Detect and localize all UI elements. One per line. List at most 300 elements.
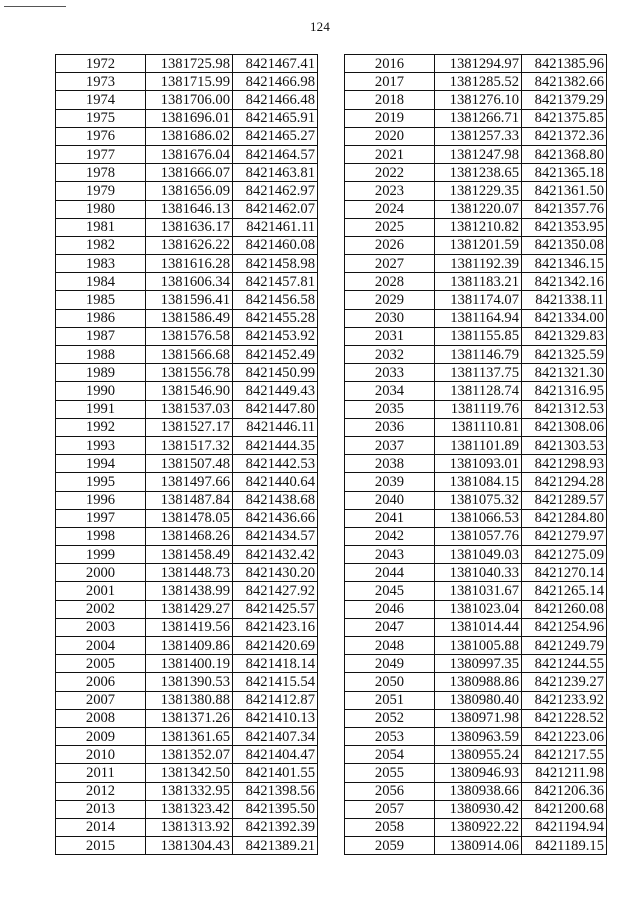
coordinates-table-left-body — [56, 55, 318, 855]
x-coordinate-cell: 1380914.06 — [435, 837, 522, 855]
point-number-cell: 2000 — [56, 564, 146, 582]
x-coordinate-cell: 1381119.76 — [435, 400, 522, 418]
table-row — [56, 127, 318, 145]
y-coordinate-cell: 8421452.49 — [233, 346, 318, 364]
x-coordinate-cell: 1380997.35 — [435, 655, 522, 673]
point-number-cell: 2048 — [345, 637, 435, 655]
y-coordinate-cell: 8421239.27 — [522, 673, 607, 691]
point-number-cell: 2041 — [345, 509, 435, 527]
x-coordinate-cell: 1381527.17 — [146, 418, 233, 436]
table-row — [56, 55, 318, 73]
y-coordinate-cell: 8421463.81 — [233, 164, 318, 182]
y-coordinate-cell: 8421244.55 — [522, 655, 607, 673]
point-number-cell: 2024 — [345, 200, 435, 218]
x-coordinate-cell: 1381636.17 — [146, 218, 233, 236]
y-coordinate-cell: 8421338.11 — [522, 291, 607, 309]
y-coordinate-cell: 8421353.95 — [522, 218, 607, 236]
point-number-cell: 2039 — [345, 473, 435, 491]
point-number-cell: 2058 — [345, 818, 435, 836]
y-coordinate-cell: 8421449.43 — [233, 382, 318, 400]
point-number-cell: 1986 — [56, 309, 146, 327]
point-number-cell: 2054 — [345, 746, 435, 764]
x-coordinate-cell: 1381057.76 — [435, 527, 522, 545]
x-coordinate-cell: 1381626.22 — [146, 236, 233, 254]
y-coordinate-cell: 8421346.15 — [522, 255, 607, 273]
table-row — [56, 600, 318, 618]
y-coordinate-cell: 8421275.09 — [522, 546, 607, 564]
x-coordinate-cell: 1380963.59 — [435, 727, 522, 745]
y-coordinate-cell: 8421206.36 — [522, 782, 607, 800]
table-row — [345, 327, 607, 345]
point-number-cell: 2023 — [345, 182, 435, 200]
table-row — [56, 455, 318, 473]
y-coordinate-cell: 8421350.08 — [522, 236, 607, 254]
y-coordinate-cell: 8421462.97 — [233, 182, 318, 200]
point-number-cell: 2034 — [345, 382, 435, 400]
page-number: 124 — [309, 19, 331, 34]
point-number-cell: 1997 — [56, 509, 146, 527]
table-row — [345, 91, 607, 109]
y-coordinate-cell: 8421444.35 — [233, 436, 318, 454]
y-coordinate-cell: 8421303.53 — [522, 436, 607, 454]
x-coordinate-cell: 1380930.42 — [435, 800, 522, 818]
x-coordinate-cell: 1381497.66 — [146, 473, 233, 491]
table-row — [56, 837, 318, 855]
point-number-cell: 2052 — [345, 709, 435, 727]
table-row — [345, 509, 607, 527]
point-number-cell: 1993 — [56, 436, 146, 454]
y-coordinate-cell: 8421265.14 — [522, 582, 607, 600]
y-coordinate-cell: 8421342.16 — [522, 273, 607, 291]
table-row — [56, 637, 318, 655]
table-row — [56, 782, 318, 800]
coordinates-table-right — [344, 54, 607, 855]
y-coordinate-cell: 8421404.47 — [233, 746, 318, 764]
x-coordinate-cell: 1380955.24 — [435, 746, 522, 764]
y-coordinate-cell: 8421194.94 — [522, 818, 607, 836]
y-coordinate-cell: 8421200.68 — [522, 800, 607, 818]
y-coordinate-cell: 8421455.28 — [233, 309, 318, 327]
x-coordinate-cell: 1381201.59 — [435, 236, 522, 254]
x-coordinate-cell: 1381478.05 — [146, 509, 233, 527]
table-row — [56, 218, 318, 236]
table-row — [345, 382, 607, 400]
y-coordinate-cell: 8421465.91 — [233, 109, 318, 127]
table-row — [345, 655, 607, 673]
y-coordinate-cell: 8421425.57 — [233, 600, 318, 618]
y-coordinate-cell: 8421430.20 — [233, 564, 318, 582]
point-number-cell: 2057 — [345, 800, 435, 818]
x-coordinate-cell: 1381696.01 — [146, 109, 233, 127]
y-coordinate-cell: 8421316.95 — [522, 382, 607, 400]
y-coordinate-cell: 8421453.92 — [233, 327, 318, 345]
table-row — [345, 800, 607, 818]
point-number-cell: 2056 — [345, 782, 435, 800]
x-coordinate-cell: 1381075.32 — [435, 491, 522, 509]
table-row — [56, 273, 318, 291]
x-coordinate-cell: 1381556.78 — [146, 364, 233, 382]
table-row — [345, 164, 607, 182]
point-number-cell: 2016 — [345, 55, 435, 73]
x-coordinate-cell: 1381725.98 — [146, 55, 233, 73]
point-number-cell: 2026 — [345, 236, 435, 254]
y-coordinate-cell: 8421284.80 — [522, 509, 607, 527]
y-coordinate-cell: 8421379.29 — [522, 91, 607, 109]
x-coordinate-cell: 1381093.01 — [435, 455, 522, 473]
x-coordinate-cell: 1380971.98 — [435, 709, 522, 727]
point-number-cell: 2015 — [56, 837, 146, 855]
y-coordinate-cell: 8421365.18 — [522, 164, 607, 182]
x-coordinate-cell: 1380980.40 — [435, 691, 522, 709]
table-row — [56, 764, 318, 782]
point-number-cell: 1991 — [56, 400, 146, 418]
y-coordinate-cell: 8421294.28 — [522, 473, 607, 491]
point-number-cell: 1989 — [56, 364, 146, 382]
x-coordinate-cell: 1381380.88 — [146, 691, 233, 709]
x-coordinate-cell: 1381110.81 — [435, 418, 522, 436]
header-rule — [4, 6, 66, 7]
table-row — [56, 727, 318, 745]
table-row — [345, 727, 607, 745]
y-coordinate-cell: 8421450.99 — [233, 364, 318, 382]
x-coordinate-cell: 1381517.32 — [146, 436, 233, 454]
point-number-cell: 1998 — [56, 527, 146, 545]
point-number-cell: 2003 — [56, 618, 146, 636]
x-coordinate-cell: 1381656.09 — [146, 182, 233, 200]
x-coordinate-cell: 1381409.86 — [146, 637, 233, 655]
table-row — [345, 709, 607, 727]
x-coordinate-cell: 1381332.95 — [146, 782, 233, 800]
point-number-cell: 1994 — [56, 455, 146, 473]
x-coordinate-cell: 1381049.03 — [435, 546, 522, 564]
x-coordinate-cell: 1381183.21 — [435, 273, 522, 291]
table-row — [345, 236, 607, 254]
point-number-cell: 2029 — [345, 291, 435, 309]
x-coordinate-cell: 1381023.04 — [435, 600, 522, 618]
x-coordinate-cell: 1381546.90 — [146, 382, 233, 400]
x-coordinate-cell: 1381210.82 — [435, 218, 522, 236]
table-row — [345, 600, 607, 618]
x-coordinate-cell: 1381458.49 — [146, 546, 233, 564]
x-coordinate-cell: 1381247.98 — [435, 145, 522, 163]
table-row — [56, 800, 318, 818]
table-row — [345, 218, 607, 236]
table-row — [345, 782, 607, 800]
table-row — [345, 127, 607, 145]
point-number-cell: 2018 — [345, 91, 435, 109]
point-number-cell: 2050 — [345, 673, 435, 691]
x-coordinate-cell: 1381448.73 — [146, 564, 233, 582]
x-coordinate-cell: 1381323.42 — [146, 800, 233, 818]
y-coordinate-cell: 8421228.52 — [522, 709, 607, 727]
table-row — [345, 182, 607, 200]
x-coordinate-cell: 1381352.07 — [146, 746, 233, 764]
point-number-cell: 1975 — [56, 109, 146, 127]
table-row — [345, 109, 607, 127]
y-coordinate-cell: 8421375.85 — [522, 109, 607, 127]
y-coordinate-cell: 8421372.36 — [522, 127, 607, 145]
table-row — [56, 509, 318, 527]
point-number-cell: 2043 — [345, 546, 435, 564]
y-coordinate-cell: 8421436.66 — [233, 509, 318, 527]
table-row — [345, 436, 607, 454]
point-number-cell: 1982 — [56, 236, 146, 254]
table-row — [56, 255, 318, 273]
y-coordinate-cell: 8421457.81 — [233, 273, 318, 291]
point-number-cell: 1996 — [56, 491, 146, 509]
point-number-cell: 2006 — [56, 673, 146, 691]
point-number-cell: 2045 — [345, 582, 435, 600]
point-number-cell: 2042 — [345, 527, 435, 545]
y-coordinate-cell: 8421211.98 — [522, 764, 607, 782]
point-number-cell: 2035 — [345, 400, 435, 418]
x-coordinate-cell: 1381304.43 — [146, 837, 233, 855]
table-row — [345, 637, 607, 655]
table-row — [56, 546, 318, 564]
table-row — [56, 364, 318, 382]
point-number-cell: 1984 — [56, 273, 146, 291]
x-coordinate-cell: 1381616.28 — [146, 255, 233, 273]
point-number-cell: 2014 — [56, 818, 146, 836]
x-coordinate-cell: 1381371.26 — [146, 709, 233, 727]
y-coordinate-cell: 8421385.96 — [522, 55, 607, 73]
x-coordinate-cell: 1381146.79 — [435, 346, 522, 364]
table-row — [56, 346, 318, 364]
y-coordinate-cell: 8421462.07 — [233, 200, 318, 218]
x-coordinate-cell: 1381220.07 — [435, 200, 522, 218]
x-coordinate-cell: 1381606.34 — [146, 273, 233, 291]
point-number-cell: 2049 — [345, 655, 435, 673]
y-coordinate-cell: 8421434.57 — [233, 527, 318, 545]
table-row — [345, 473, 607, 491]
y-coordinate-cell: 8421410.13 — [233, 709, 318, 727]
point-number-cell: 1972 — [56, 55, 146, 73]
point-number-cell: 1988 — [56, 346, 146, 364]
table-row — [56, 164, 318, 182]
table-row — [56, 473, 318, 491]
x-coordinate-cell: 1381276.10 — [435, 91, 522, 109]
table-row — [56, 400, 318, 418]
point-number-cell: 2021 — [345, 145, 435, 163]
x-coordinate-cell: 1381390.53 — [146, 673, 233, 691]
coordinates-table-left — [55, 54, 318, 855]
table-row — [56, 200, 318, 218]
x-coordinate-cell: 1381468.26 — [146, 527, 233, 545]
x-coordinate-cell: 1381576.58 — [146, 327, 233, 345]
x-coordinate-cell: 1381666.07 — [146, 164, 233, 182]
point-number-cell: 2010 — [56, 746, 146, 764]
y-coordinate-cell: 8421458.98 — [233, 255, 318, 273]
x-coordinate-cell: 1381164.94 — [435, 309, 522, 327]
y-coordinate-cell: 8421466.98 — [233, 73, 318, 91]
point-number-cell: 2022 — [345, 164, 435, 182]
x-coordinate-cell: 1381192.39 — [435, 255, 522, 273]
y-coordinate-cell: 8421382.66 — [522, 73, 607, 91]
point-number-cell: 1987 — [56, 327, 146, 345]
x-coordinate-cell: 1381229.35 — [435, 182, 522, 200]
point-number-cell: 2044 — [345, 564, 435, 582]
x-coordinate-cell: 1381706.00 — [146, 91, 233, 109]
point-number-cell: 1985 — [56, 291, 146, 309]
point-number-cell: 2017 — [345, 73, 435, 91]
table-row — [345, 691, 607, 709]
table-row — [345, 491, 607, 509]
table-row — [56, 655, 318, 673]
x-coordinate-cell: 1381266.71 — [435, 109, 522, 127]
table-row — [345, 582, 607, 600]
y-coordinate-cell: 8421446.11 — [233, 418, 318, 436]
y-coordinate-cell: 8421189.15 — [522, 837, 607, 855]
x-coordinate-cell: 1381313.92 — [146, 818, 233, 836]
y-coordinate-cell: 8421412.87 — [233, 691, 318, 709]
table-row — [56, 291, 318, 309]
x-coordinate-cell: 1380988.86 — [435, 673, 522, 691]
point-number-cell: 1978 — [56, 164, 146, 182]
y-coordinate-cell: 8421249.79 — [522, 637, 607, 655]
table-row — [345, 455, 607, 473]
table-row — [56, 709, 318, 727]
x-coordinate-cell: 1381285.52 — [435, 73, 522, 91]
table-row — [345, 255, 607, 273]
point-number-cell: 2009 — [56, 727, 146, 745]
y-coordinate-cell: 8421270.14 — [522, 564, 607, 582]
table-row — [56, 182, 318, 200]
point-number-cell: 2019 — [345, 109, 435, 127]
y-coordinate-cell: 8421456.58 — [233, 291, 318, 309]
y-coordinate-cell: 8421438.68 — [233, 491, 318, 509]
x-coordinate-cell: 1381676.04 — [146, 145, 233, 163]
point-number-cell: 1983 — [56, 255, 146, 273]
table-row — [56, 109, 318, 127]
table-row — [345, 564, 607, 582]
y-coordinate-cell: 8421308.06 — [522, 418, 607, 436]
y-coordinate-cell: 8421447.80 — [233, 400, 318, 418]
point-number-cell: 2002 — [56, 600, 146, 618]
point-number-cell: 2025 — [345, 218, 435, 236]
table-row — [345, 746, 607, 764]
x-coordinate-cell: 1381137.75 — [435, 364, 522, 382]
y-coordinate-cell: 8421217.55 — [522, 746, 607, 764]
y-coordinate-cell: 8421466.48 — [233, 91, 318, 109]
point-number-cell: 2037 — [345, 436, 435, 454]
x-coordinate-cell: 1381586.49 — [146, 309, 233, 327]
table-row — [345, 55, 607, 73]
y-coordinate-cell: 8421464.57 — [233, 145, 318, 163]
x-coordinate-cell: 1381128.74 — [435, 382, 522, 400]
x-coordinate-cell: 1381238.65 — [435, 164, 522, 182]
x-coordinate-cell: 1381174.07 — [435, 291, 522, 309]
table-row — [345, 618, 607, 636]
table-row — [56, 327, 318, 345]
point-number-cell: 2047 — [345, 618, 435, 636]
point-number-cell: 2028 — [345, 273, 435, 291]
y-coordinate-cell: 8421254.96 — [522, 618, 607, 636]
y-coordinate-cell: 8421389.21 — [233, 837, 318, 855]
x-coordinate-cell: 1381507.48 — [146, 455, 233, 473]
y-coordinate-cell: 8421334.00 — [522, 309, 607, 327]
point-number-cell: 1980 — [56, 200, 146, 218]
y-coordinate-cell: 8421420.69 — [233, 637, 318, 655]
x-coordinate-cell: 1381005.88 — [435, 637, 522, 655]
y-coordinate-cell: 8421223.06 — [522, 727, 607, 745]
y-coordinate-cell: 8421312.53 — [522, 400, 607, 418]
x-coordinate-cell: 1380946.93 — [435, 764, 522, 782]
point-number-cell: 2001 — [56, 582, 146, 600]
y-coordinate-cell: 8421398.56 — [233, 782, 318, 800]
y-coordinate-cell: 8421415.54 — [233, 673, 318, 691]
table-row — [56, 236, 318, 254]
table-row — [345, 309, 607, 327]
x-coordinate-cell: 1381040.33 — [435, 564, 522, 582]
y-coordinate-cell: 8421298.93 — [522, 455, 607, 473]
x-coordinate-cell: 1381066.53 — [435, 509, 522, 527]
point-number-cell: 2051 — [345, 691, 435, 709]
y-coordinate-cell: 8421418.14 — [233, 655, 318, 673]
table-row — [56, 436, 318, 454]
table-row — [345, 546, 607, 564]
point-number-cell: 2031 — [345, 327, 435, 345]
x-coordinate-cell: 1381101.89 — [435, 436, 522, 454]
table-row — [56, 818, 318, 836]
table-row — [56, 746, 318, 764]
y-coordinate-cell: 8421460.08 — [233, 236, 318, 254]
x-coordinate-cell: 1381419.56 — [146, 618, 233, 636]
y-coordinate-cell: 8421427.92 — [233, 582, 318, 600]
table-row — [56, 73, 318, 91]
y-coordinate-cell: 8421401.55 — [233, 764, 318, 782]
point-number-cell: 2012 — [56, 782, 146, 800]
y-coordinate-cell: 8421279.97 — [522, 527, 607, 545]
y-coordinate-cell: 8421440.64 — [233, 473, 318, 491]
point-number-cell: 2004 — [56, 637, 146, 655]
x-coordinate-cell: 1381566.68 — [146, 346, 233, 364]
table-row — [345, 837, 607, 855]
y-coordinate-cell: 8421423.16 — [233, 618, 318, 636]
coordinates-table-right-body — [345, 55, 607, 855]
x-coordinate-cell: 1380938.66 — [435, 782, 522, 800]
table-row — [345, 364, 607, 382]
x-coordinate-cell: 1381438.99 — [146, 582, 233, 600]
x-coordinate-cell: 1380922.22 — [435, 818, 522, 836]
point-number-cell: 1999 — [56, 546, 146, 564]
table-row — [345, 291, 607, 309]
point-number-cell: 1979 — [56, 182, 146, 200]
point-number-cell: 2013 — [56, 800, 146, 818]
table-row — [56, 309, 318, 327]
y-coordinate-cell: 8421432.42 — [233, 546, 318, 564]
y-coordinate-cell: 8421368.80 — [522, 145, 607, 163]
table-row — [345, 818, 607, 836]
y-coordinate-cell: 8421289.57 — [522, 491, 607, 509]
point-number-cell: 1973 — [56, 73, 146, 91]
point-number-cell: 2005 — [56, 655, 146, 673]
x-coordinate-cell: 1381487.84 — [146, 491, 233, 509]
y-coordinate-cell: 8421395.50 — [233, 800, 318, 818]
x-coordinate-cell: 1381342.50 — [146, 764, 233, 782]
point-number-cell: 1976 — [56, 127, 146, 145]
table-row — [56, 418, 318, 436]
y-coordinate-cell: 8421361.50 — [522, 182, 607, 200]
table-row — [56, 691, 318, 709]
x-coordinate-cell: 1381014.44 — [435, 618, 522, 636]
x-coordinate-cell: 1381686.02 — [146, 127, 233, 145]
table-row — [345, 73, 607, 91]
table-row — [345, 346, 607, 364]
point-number-cell: 2046 — [345, 600, 435, 618]
x-coordinate-cell: 1381294.97 — [435, 55, 522, 73]
y-coordinate-cell: 8421357.76 — [522, 200, 607, 218]
y-coordinate-cell: 8421260.08 — [522, 600, 607, 618]
